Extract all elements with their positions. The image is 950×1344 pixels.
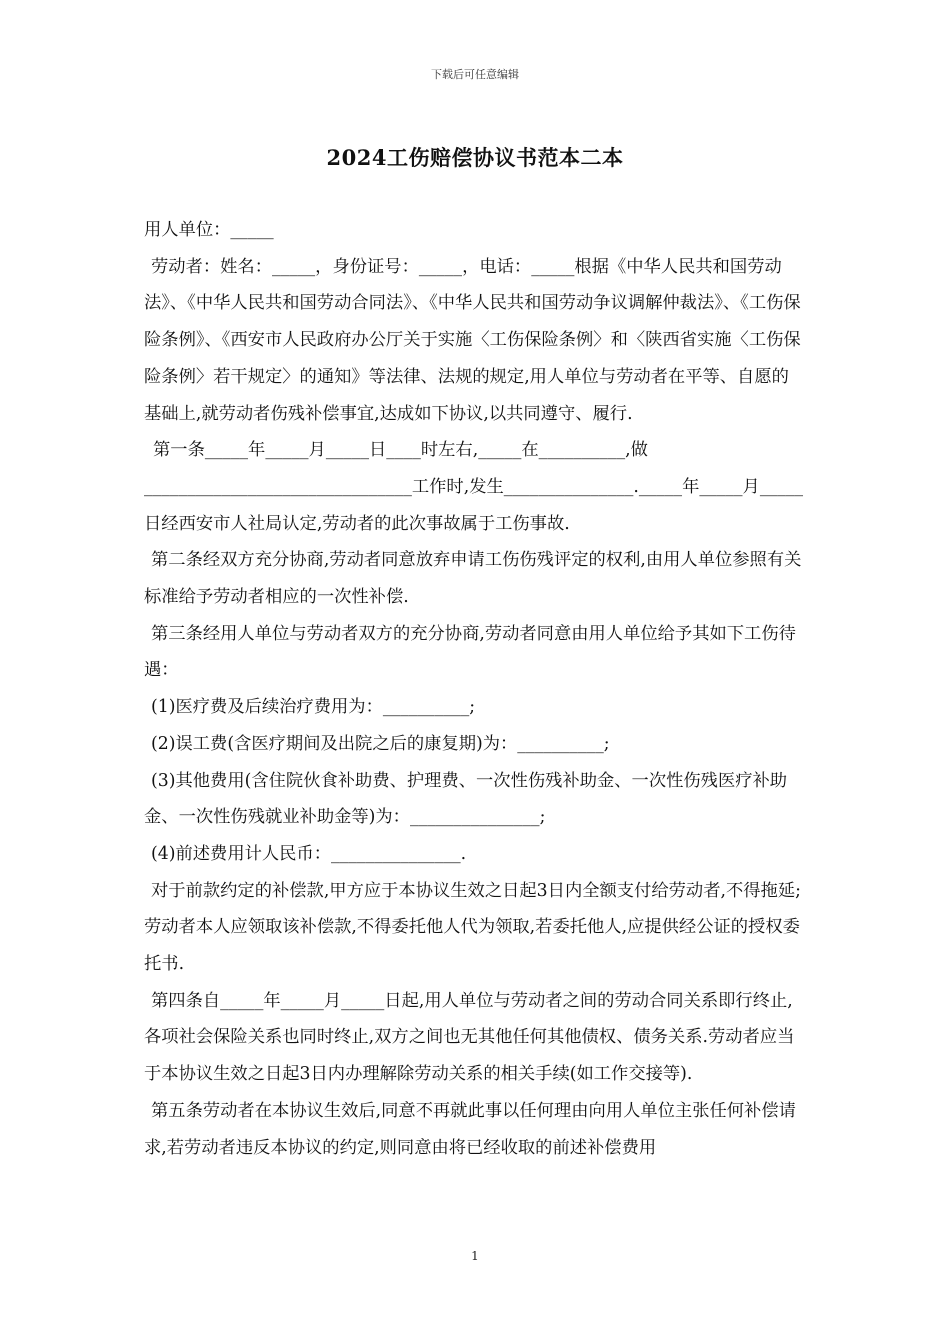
- document-title: 2024工伤赔偿协议书范本二本: [326, 145, 624, 170]
- page-header: 下载后可任意编辑: [431, 68, 519, 81]
- item-4-total: (4)前述费用计人民币：_______________.: [151, 843, 467, 864]
- employer-line: 用人单位：_____: [144, 220, 274, 240]
- item-1-medical: (1)医疗费及后续治疗费用为：__________;: [151, 697, 476, 718]
- article-3: 第三条经用人单位与劳动者双方的充分协商,劳动者同意由用人单位给予其如下工伤待遇：: [144, 623, 796, 681]
- document-body: [144, 212, 806, 1166]
- page-number: 1: [471, 1249, 479, 1263]
- preamble-paragraph: 劳动者：姓名：_____，身份证号：_____，电话：_____根据《中华人民共和国劳动法》、《中华人民共和国劳动合同法》、《中华人民共和国劳动争议调解仲裁法》、《工伤保险条例》、《西安市人民政府办公厅关于实施〈工伤保险条例〉和〈陕西省实施〈工伤保险条例〉若干规定〉的通知》等法律、法规的规定,用人单位与劳动者在平等、自愿的基础上,就劳动者伤残补偿事宜,达成如下协议,以共同遵守、履行.: [144, 256, 801, 424]
- item-3-other-fees: (3)其他费用(含住院伙食补助费、护理费、一次性伤残补助金、一次性伤残医疗补助金、一次性伤残就业补助金等)为：_______________;: [144, 770, 788, 828]
- article-5: 第五条劳动者在本协议生效后,同意不再就此事以任何理由向用人单位主张任何补偿请求,若劳动者违反本协议的约定,则同意由将已经收取的前述补偿费用: [144, 1100, 796, 1158]
- payment-clause: 对于前款约定的补偿款,甲方应于本协议生效之日起3日内全额支付给劳动者,不得拖延;劳动者本人应领取该补偿款,不得委托他人代为领取,若委托他人,应提供经公证的授权委托书.: [144, 880, 801, 975]
- article-4: 第四条自_____年_____月_____日起,用人单位与劳动者之间的劳动合同关系即行终止,各项社会保险关系也同时终止,双方之间也无其他任何其他债权、债务关系.劳动者应当于本协议生效之日起3日内办理解除劳动关系的相关手续(如工作交接等).: [144, 990, 795, 1085]
- item-2-lost-wages: (2)误工费(含医疗期间及出院之后的康复期)为：__________;: [151, 733, 610, 754]
- article-2: 第二条经双方充分协商,劳动者同意放弃申请工伤伤残评定的权利,由用人单位参照有关标准给予劳动者相应的一次性补偿.: [144, 550, 802, 608]
- article-1: 第一条_____年_____月_____日____时左右,_____在__________,做_______________________________工作时,发生_______________._____年_____月_____日经西安市人社局认定,劳动者的此次事故属于工伤事故.: [144, 440, 804, 534]
